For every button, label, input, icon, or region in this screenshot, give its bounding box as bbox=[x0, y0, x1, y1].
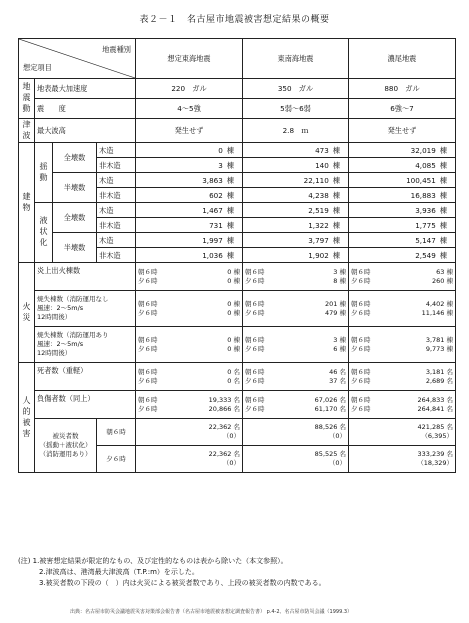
unit: 名 bbox=[233, 404, 240, 413]
building-shake: 揺動 bbox=[35, 143, 53, 203]
value: 0 bbox=[227, 308, 232, 317]
value: 264,833 bbox=[417, 395, 445, 404]
time-label: 夕６時 bbox=[351, 376, 371, 385]
unit: 棟 bbox=[332, 205, 340, 215]
building-liquefaction: 液状化 bbox=[35, 203, 53, 263]
time-label: 夕６時 bbox=[138, 308, 158, 317]
time-label: 夕６時 bbox=[351, 308, 371, 317]
value: 20,866 bbox=[208, 404, 232, 413]
cell: 5弱～6弱 bbox=[243, 99, 349, 119]
cell: 4～5強 bbox=[136, 99, 243, 119]
label-half: 半壊数 bbox=[53, 173, 97, 203]
unit: 名 bbox=[446, 376, 453, 385]
col-header-tonankai: 東南海地震 bbox=[243, 39, 349, 79]
unit: 名 bbox=[339, 423, 346, 431]
value: 1,322 bbox=[308, 220, 329, 230]
value: 32,019 bbox=[410, 145, 436, 155]
value: 19,333 bbox=[208, 395, 232, 404]
cell: 発生せず bbox=[349, 119, 456, 143]
table-title: 表２－１ 名古屋市地震被害想定結果の概要 bbox=[139, 15, 330, 25]
unit: 棟 bbox=[332, 175, 340, 185]
unit: 棟 bbox=[332, 160, 340, 170]
cell: 発生せず bbox=[136, 119, 243, 143]
unit: 棟 bbox=[446, 267, 453, 276]
unit: 棟 bbox=[439, 235, 447, 245]
time-label: 夕６時 bbox=[245, 404, 265, 413]
unit: 名 bbox=[233, 450, 240, 458]
value: 5,147 bbox=[415, 235, 436, 245]
fire-subvalue: （0） bbox=[328, 459, 346, 467]
time-label: 朝６時 bbox=[245, 395, 265, 404]
unit: 棟 bbox=[439, 190, 447, 200]
unit: 棟 bbox=[446, 276, 453, 285]
unit: 棟 bbox=[339, 308, 346, 317]
label-outbreak: 炎上出火棟数 bbox=[35, 263, 136, 291]
col-header-tokai: 想定東海地震 bbox=[136, 39, 243, 79]
col-header-nobi: 濃尾地震 bbox=[349, 39, 456, 79]
label-wood: 木造 bbox=[97, 173, 136, 188]
value: 100,451 bbox=[406, 175, 436, 185]
value: 333,239 bbox=[417, 450, 445, 458]
unit: 棟 bbox=[439, 175, 447, 185]
unit: 棟 bbox=[439, 145, 447, 155]
label-burn-no-fireservice: 焼失棟数（消防運用なし 風速：2～5m/s 12時間後） bbox=[35, 291, 136, 327]
label-nonwood: 非木造 bbox=[97, 248, 136, 263]
time-label: 夕６時 bbox=[138, 276, 158, 285]
value: 1,467 bbox=[202, 205, 223, 215]
value: 0 bbox=[227, 344, 232, 353]
fire-subvalue: （0） bbox=[222, 459, 240, 467]
value: 2,549 bbox=[415, 250, 436, 260]
value: 1,997 bbox=[202, 235, 223, 245]
time-label: 夕６時 bbox=[351, 276, 371, 285]
value: 3 bbox=[333, 267, 338, 276]
unit: 棟 bbox=[339, 344, 346, 353]
time-label: 朝６時 bbox=[138, 267, 158, 276]
time-label: 朝６時 bbox=[351, 299, 371, 308]
unit: 棟 bbox=[332, 235, 340, 245]
note-2: 2.津波高は、港湾最大津波高（T.P.:m）を示した。 bbox=[18, 568, 199, 576]
value: 6 bbox=[333, 344, 338, 353]
corner-label-top: 地震種別 bbox=[102, 45, 131, 54]
value: 85,525 bbox=[314, 450, 338, 458]
value: 731 bbox=[209, 220, 223, 230]
label-wood: 木造 bbox=[97, 203, 136, 218]
value: 16,883 bbox=[410, 190, 436, 200]
cell: 350 ガル bbox=[243, 79, 349, 99]
value: 140 bbox=[315, 160, 329, 170]
unit: 棟 bbox=[233, 308, 240, 317]
value: 22,362 bbox=[208, 450, 232, 458]
unit: 棟 bbox=[332, 145, 340, 155]
time-label-evening: 夕６時 bbox=[97, 446, 136, 473]
note-1: (注) 1.被害想定結果が限定的なもの、及び定性的なものは表から除いた（本文参照）。 bbox=[18, 557, 288, 565]
unit: 名 bbox=[339, 450, 346, 458]
label-dead: 死者数（重軽） bbox=[35, 363, 136, 391]
cell: 880 ガル bbox=[349, 79, 456, 99]
value: 22,362 bbox=[208, 423, 232, 431]
corner-label-bottom: 想定項目 bbox=[23, 63, 52, 72]
unit: 名 bbox=[339, 367, 346, 376]
unit: 棟 bbox=[446, 308, 453, 317]
notes bbox=[18, 556, 326, 589]
value: 88,526 bbox=[314, 423, 338, 431]
unit: 棟 bbox=[226, 250, 234, 260]
unit: 名 bbox=[233, 367, 240, 376]
cell: 6強～7 bbox=[349, 99, 456, 119]
value: 3,797 bbox=[308, 235, 329, 245]
value: 3,181 bbox=[425, 367, 445, 376]
value: 67,026 bbox=[314, 395, 338, 404]
value: 0 bbox=[227, 376, 232, 385]
time-label: 朝６時 bbox=[245, 299, 265, 308]
value: 1,775 bbox=[415, 220, 436, 230]
unit: 棟 bbox=[233, 267, 240, 276]
time-label: 夕６時 bbox=[138, 344, 158, 353]
label-wood: 木造 bbox=[97, 143, 136, 158]
unit: 棟 bbox=[332, 190, 340, 200]
value: 0 bbox=[227, 276, 232, 285]
unit: 棟 bbox=[339, 267, 346, 276]
unit: 棟 bbox=[233, 335, 240, 344]
unit: 棟 bbox=[332, 250, 340, 260]
value: 0 bbox=[218, 145, 223, 155]
label-wood: 木造 bbox=[97, 233, 136, 248]
row-label-wave: 最大波高 bbox=[35, 119, 136, 143]
value: 37 bbox=[329, 376, 338, 385]
value: 201 bbox=[325, 299, 338, 308]
value: 0 bbox=[227, 367, 232, 376]
time-label: 朝６時 bbox=[138, 395, 158, 404]
time-label: 朝６時 bbox=[138, 335, 158, 344]
damage-table bbox=[18, 38, 456, 473]
unit: 名 bbox=[446, 395, 453, 404]
time-label: 夕６時 bbox=[351, 344, 371, 353]
unit: 棟 bbox=[439, 205, 447, 215]
unit: 名 bbox=[446, 423, 453, 431]
value: 479 bbox=[325, 308, 338, 317]
time-label: 朝６時 bbox=[351, 335, 371, 344]
time-label: 朝６時 bbox=[138, 299, 158, 308]
unit: 棟 bbox=[332, 220, 340, 230]
section-human: 人的被害 bbox=[19, 363, 35, 473]
time-label: 夕６時 bbox=[138, 404, 158, 413]
label-total: 全壊数 bbox=[53, 203, 97, 233]
time-label: 朝６時 bbox=[245, 267, 265, 276]
value: 421,285 bbox=[417, 423, 445, 431]
value: 22,110 bbox=[303, 175, 329, 185]
value: 0 bbox=[227, 299, 232, 308]
value: 602 bbox=[209, 190, 223, 200]
value: 260 bbox=[432, 276, 445, 285]
unit: 棟 bbox=[439, 250, 447, 260]
header-corner bbox=[19, 39, 136, 79]
fire-subvalue: （18,329） bbox=[417, 459, 453, 467]
value: 264,841 bbox=[417, 404, 445, 413]
cell: 220 ガル bbox=[136, 79, 243, 99]
label-half: 半壊数 bbox=[53, 233, 97, 263]
value: 4,402 bbox=[425, 299, 445, 308]
value: 4,085 bbox=[415, 160, 436, 170]
value: 1,902 bbox=[308, 250, 329, 260]
row-label-accel: 地表最大加速度 bbox=[35, 79, 136, 99]
value: 1,036 bbox=[202, 250, 223, 260]
unit: 棟 bbox=[233, 344, 240, 353]
section-tsunami: 津波 bbox=[19, 119, 35, 143]
unit: 棟 bbox=[439, 220, 447, 230]
unit: 棟 bbox=[339, 299, 346, 308]
cell: 2.8 ｍ bbox=[243, 119, 349, 143]
section-building: 建物 bbox=[19, 143, 35, 263]
value: 63 bbox=[436, 267, 445, 276]
value: 3,781 bbox=[425, 335, 445, 344]
value: 473 bbox=[315, 145, 329, 155]
unit: 名 bbox=[339, 376, 346, 385]
label-burn-with-fireservice: 焼失棟数（消防運用あり 風速：2～5m/s 12時間後） bbox=[35, 327, 136, 363]
unit: 棟 bbox=[233, 276, 240, 285]
unit: 棟 bbox=[233, 299, 240, 308]
fire-subvalue: （6,395） bbox=[421, 432, 453, 440]
unit: 名 bbox=[446, 367, 453, 376]
time-label: 朝６時 bbox=[245, 367, 265, 376]
unit: 棟 bbox=[226, 175, 234, 185]
time-label: 朝６時 bbox=[138, 367, 158, 376]
time-label: 朝６時 bbox=[245, 335, 265, 344]
fire-subvalue: （0） bbox=[222, 432, 240, 440]
value: 2,689 bbox=[425, 376, 445, 385]
label-nonwood: 非木造 bbox=[97, 218, 136, 233]
value: 0 bbox=[227, 335, 232, 344]
value: 0 bbox=[227, 267, 232, 276]
time-label: 夕６時 bbox=[245, 276, 265, 285]
unit: 名 bbox=[339, 395, 346, 404]
unit: 棟 bbox=[226, 220, 234, 230]
time-label: 夕６時 bbox=[245, 376, 265, 385]
unit: 棟 bbox=[446, 344, 453, 353]
time-label-morning: 朝６時 bbox=[97, 419, 136, 446]
value: 46 bbox=[329, 367, 338, 376]
unit: 名 bbox=[233, 376, 240, 385]
time-label: 朝６時 bbox=[351, 267, 371, 276]
time-label: 夕６時 bbox=[138, 376, 158, 385]
unit: 名 bbox=[446, 404, 453, 413]
unit: 名 bbox=[233, 423, 240, 431]
note-3: 3.被災者数の下段の（ ）内は火災による被災者数であり、上段の被災者数の内数である。 bbox=[18, 579, 326, 587]
value: 3 bbox=[333, 335, 338, 344]
fire-subvalue: （0） bbox=[328, 432, 346, 440]
unit: 棟 bbox=[439, 160, 447, 170]
value: 8 bbox=[333, 276, 338, 285]
unit: 棟 bbox=[226, 190, 234, 200]
time-label: 朝６時 bbox=[351, 367, 371, 376]
time-label: 夕６時 bbox=[245, 344, 265, 353]
value: 2,519 bbox=[308, 205, 329, 215]
unit: 棟 bbox=[226, 235, 234, 245]
label-total: 全壊数 bbox=[53, 143, 97, 173]
value: 3 bbox=[218, 160, 223, 170]
value: 4,238 bbox=[308, 190, 329, 200]
value: 3,863 bbox=[202, 175, 223, 185]
value: 61,170 bbox=[314, 404, 338, 413]
section-quake: 地震動 bbox=[19, 79, 35, 119]
value: 3,936 bbox=[415, 205, 436, 215]
source-citation: 出典：名古屋市防災会議地震災害対策部会報告書（名古屋市地震被害想定調査報告書） p.4-2、名古屋市防災会議（1999.3） bbox=[70, 609, 353, 615]
label-affected: 被災者数 （揺動＋液状化） （消防運用あり） bbox=[35, 419, 97, 473]
label-nonwood: 非木造 bbox=[97, 158, 136, 173]
time-label: 夕６時 bbox=[351, 404, 371, 413]
unit: 棟 bbox=[339, 276, 346, 285]
unit: 名 bbox=[233, 395, 240, 404]
section-fire: 火災 bbox=[19, 263, 35, 363]
unit: 棟 bbox=[226, 145, 234, 155]
unit: 名 bbox=[446, 450, 453, 458]
value: 9,773 bbox=[425, 344, 445, 353]
time-label: 夕６時 bbox=[245, 308, 265, 317]
time-label: 朝６時 bbox=[351, 395, 371, 404]
label-nonwood: 非木造 bbox=[97, 188, 136, 203]
unit: 棟 bbox=[339, 335, 346, 344]
unit: 棟 bbox=[226, 205, 234, 215]
unit: 名 bbox=[339, 404, 346, 413]
row-label-intensity: 震 度 bbox=[35, 99, 136, 119]
value: 11,146 bbox=[421, 308, 445, 317]
unit: 棟 bbox=[226, 160, 234, 170]
unit: 棟 bbox=[446, 299, 453, 308]
label-injured: 負傷者数（同上） bbox=[35, 391, 136, 419]
unit: 棟 bbox=[446, 335, 453, 344]
